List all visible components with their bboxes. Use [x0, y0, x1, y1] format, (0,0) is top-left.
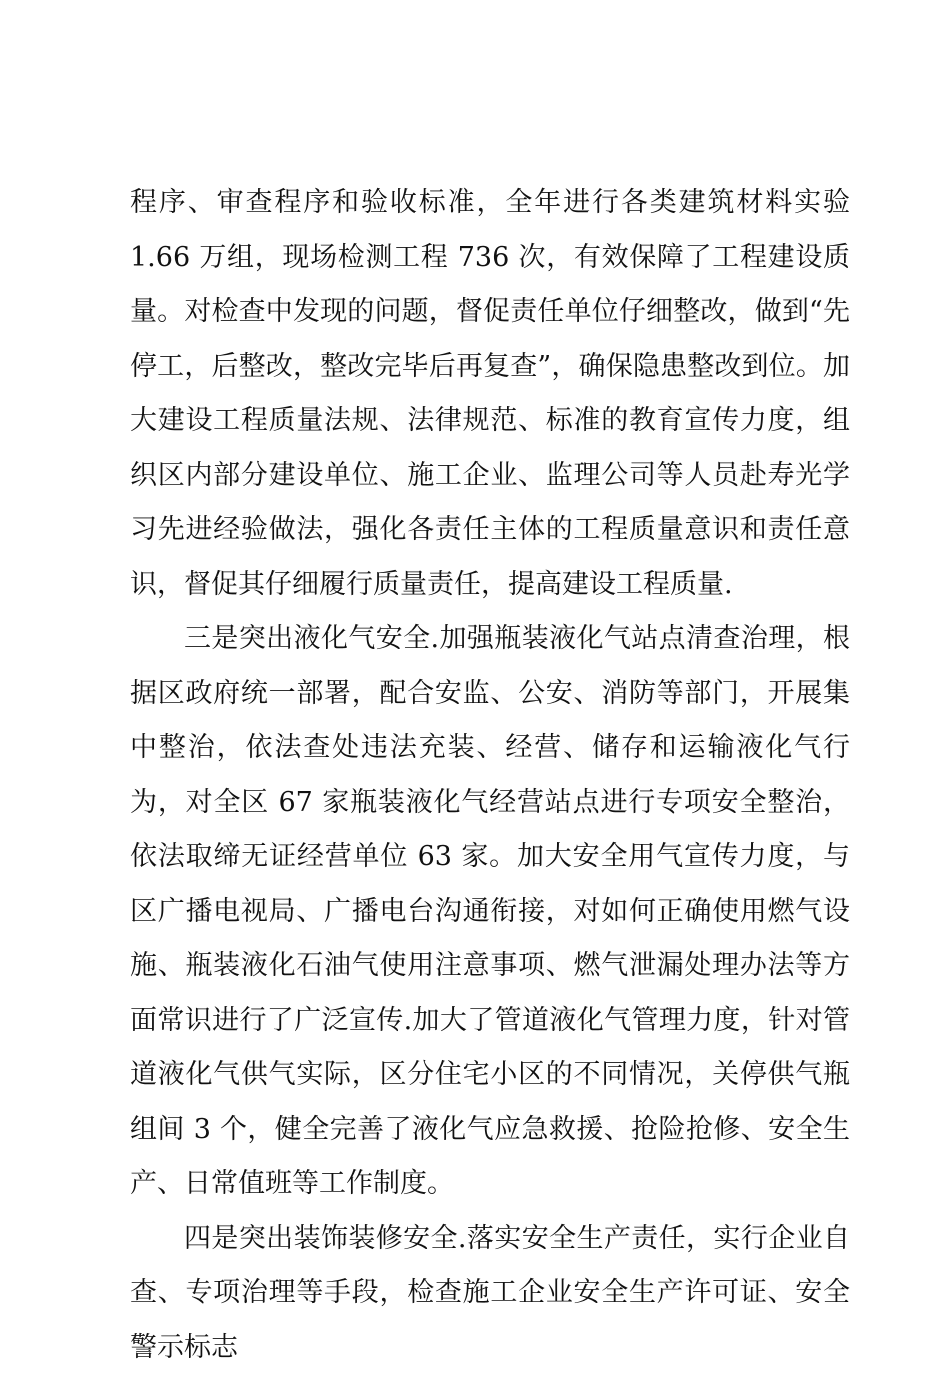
- paragraph-lead: 三是突出液化气安全.: [184, 623, 439, 654]
- paragraph-lead: 四是突出装饰装修安全.: [184, 1223, 467, 1254]
- paragraph-decoration-safety: [130, 1212, 850, 1375]
- paragraph-text: 加强瓶装液化气站点清查治理，根据区政府统一部署，配合安监、公安、消防等部门，开展集中整治，依法查处违法充装、经营、储存和运输液化气行为，对全区 67 家瓶装液化气经营站点进行专项安全整治，依法取缔无证经营单位 63 家。加大安全用气宣传力度，与区广播电视局、广播电台沟通衔接，对如何正确使用燃气设施、瓶装液化石油气使用注意事项、燃气泄漏处理办法等方面常识进行了广泛宣传.加大了管道液化气管理力度，针对管道液化气供气实际，区分住宅小区的不同情况，关停供气瓶组间 3 个，健全完善了液化气应急救援、抢险抢修、安全生产、日常值班等工作制度。: [130, 623, 850, 1199]
- paragraph-text: 落实安全生产责任，实行企业自查、专项治理等手段，检查施工企业安全生产许可证、安全警示标志: [130, 1223, 850, 1363]
- paragraph-quality-continuation: [130, 176, 850, 612]
- paragraph-lpg-safety: [130, 612, 850, 1212]
- paragraph-text: 程序、审查程序和验收标准，全年进行各类建筑材料实验 1.66 万组，现场检测工程 736 次，有效保障了工程建设质量。对检查中发现的问题，督促责任单位仔细整改，做到“先停工，后整改，整改完毕后再复查”，确保隐患整改到位。加大建设工程质量法规、法律规范、标准的教育宣传力度，组织区内部分建设单位、施工企业、监理公司等人员赴寿光学习先进经验做法，强化各责任主体的工程质量意识和责任意识，督促其仔细履行质量责任，提高建设工程质量.: [130, 187, 850, 600]
- body-text: [130, 176, 850, 1375]
